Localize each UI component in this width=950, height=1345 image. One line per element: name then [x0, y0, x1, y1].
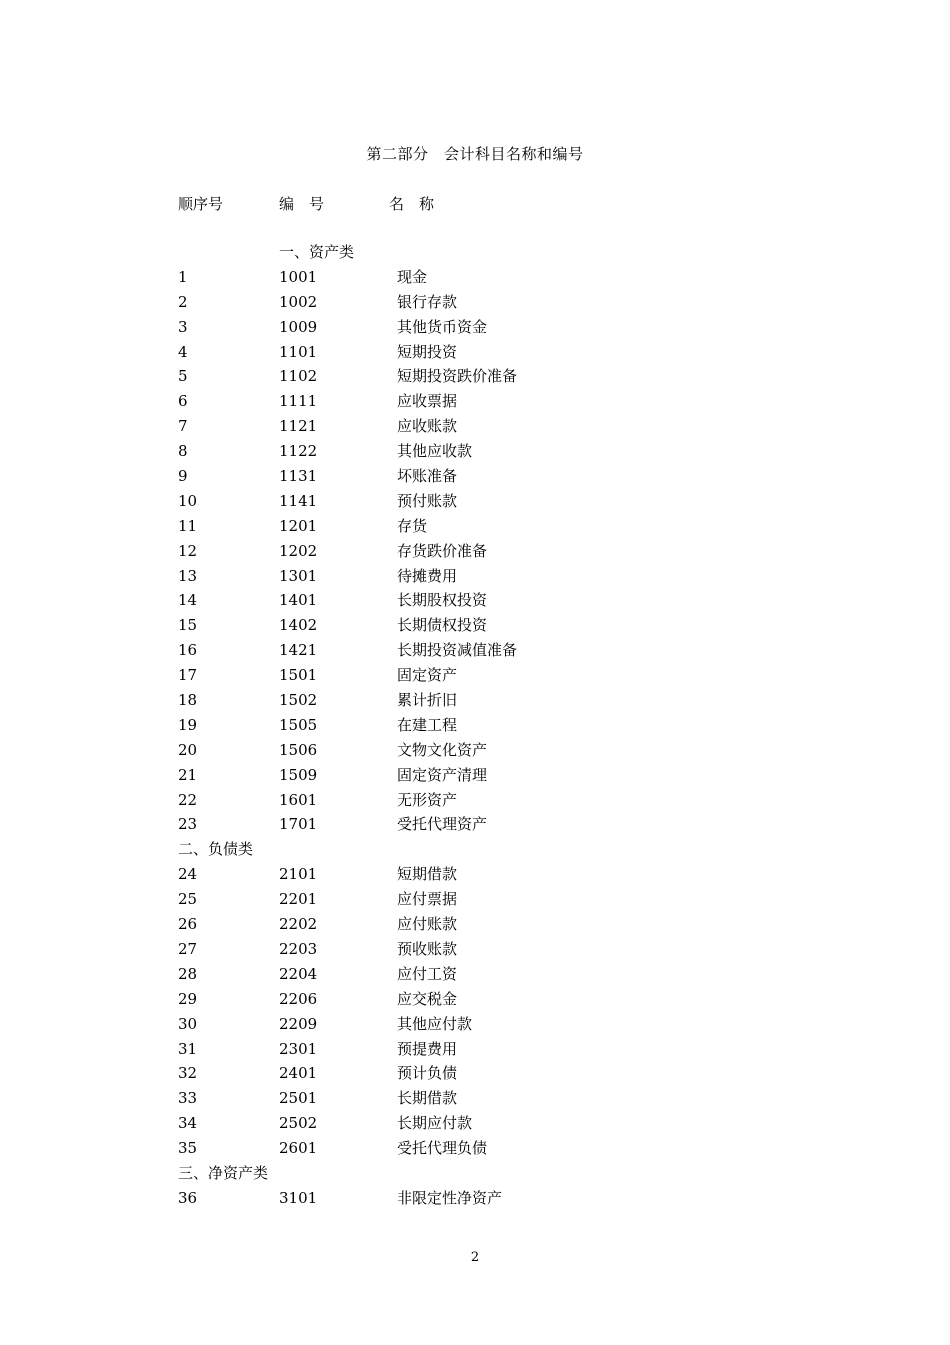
- table-row: [0, 1061, 950, 1086]
- row-code: 1131: [279, 467, 318, 486]
- row-name: 其他货币资金: [397, 317, 488, 336]
- row-name: 应付票据: [397, 890, 458, 909]
- table-row: [0, 439, 950, 464]
- row-code: 2203: [279, 939, 318, 958]
- row-code: 1009: [279, 317, 318, 336]
- table-row: [0, 1186, 950, 1211]
- row-name: 银行存款: [397, 292, 458, 311]
- row-seq: 12: [178, 541, 198, 560]
- row-name: 存货: [397, 516, 428, 535]
- row-code: 2501: [279, 1089, 318, 1108]
- row-seq: 29: [178, 989, 198, 1008]
- row-name: 在建工程: [397, 715, 458, 734]
- table-row: [0, 315, 950, 340]
- row-code: 1505: [279, 715, 318, 734]
- table-row: [0, 763, 950, 788]
- table-row: [0, 663, 950, 688]
- row-code: 1141: [279, 491, 318, 510]
- row-name: 现金: [397, 267, 428, 286]
- row-seq: 25: [178, 890, 198, 909]
- row-name: 累计折旧: [397, 691, 458, 710]
- row-code: 1301: [279, 566, 318, 585]
- column-header-seq: 顺序号: [178, 195, 224, 213]
- row-code: 2101: [279, 865, 318, 884]
- row-name: 应付账款: [397, 915, 458, 934]
- row-code: 2204: [279, 964, 318, 983]
- section-heading-row: [0, 1161, 950, 1186]
- row-seq: 32: [178, 1064, 198, 1083]
- table-row: [0, 514, 950, 539]
- table-row: [0, 638, 950, 663]
- row-code: 2301: [279, 1039, 318, 1058]
- row-code: 1201: [279, 516, 318, 535]
- row-name: 预收账款: [397, 939, 458, 958]
- row-name: 待摊费用: [397, 566, 458, 585]
- row-code: 2201: [279, 890, 318, 909]
- row-name: 应收票据: [397, 392, 458, 411]
- section-heading: 二、负债类: [178, 840, 254, 859]
- row-name: 短期借款: [397, 865, 458, 884]
- row-seq: 22: [178, 790, 198, 809]
- page-title: 第二部分 会计科目名称和编号: [366, 145, 584, 163]
- row-seq: 24: [178, 865, 198, 884]
- row-name: 应付工资: [397, 964, 458, 983]
- row-seq: 18: [178, 691, 198, 710]
- row-seq: 35: [178, 1139, 198, 1158]
- row-seq: 16: [178, 641, 198, 660]
- row-code: 1101: [279, 342, 318, 361]
- row-code: 1202: [279, 541, 318, 560]
- row-seq: 9: [178, 467, 188, 486]
- row-seq: 30: [178, 1014, 198, 1033]
- row-name: 长期股权投资: [397, 591, 488, 610]
- row-seq: 13: [178, 566, 198, 585]
- row-code: 2601: [279, 1139, 318, 1158]
- row-name: 应交税金: [397, 989, 458, 1008]
- row-code: 3101: [279, 1188, 318, 1207]
- row-code: 1401: [279, 591, 318, 610]
- table-row: [0, 414, 950, 439]
- row-seq: 4: [178, 342, 188, 361]
- row-code: 2401: [279, 1064, 318, 1083]
- table-row: [0, 937, 950, 962]
- row-name: 文物文化资产: [397, 740, 488, 759]
- row-name: 固定资产清理: [397, 765, 488, 784]
- row-code: 1506: [279, 740, 318, 759]
- table-row: [0, 1012, 950, 1037]
- row-seq: 6: [178, 392, 188, 411]
- table-row: [0, 987, 950, 1012]
- row-name: 短期投资跌价准备: [397, 367, 518, 386]
- row-seq: 8: [178, 442, 188, 461]
- row-seq: 21: [178, 765, 198, 784]
- table-row: [0, 389, 950, 414]
- table-row: [0, 1086, 950, 1111]
- row-seq: 20: [178, 740, 198, 759]
- row-name: 其他应付款: [397, 1014, 473, 1033]
- row-name: 预提费用: [397, 1039, 458, 1058]
- row-name: 无形资产: [397, 790, 458, 809]
- section-heading: 一、资产类: [279, 243, 355, 261]
- table-header: [0, 193, 950, 213]
- row-name: 长期投资减值准备: [397, 641, 518, 660]
- row-code: 1601: [279, 790, 318, 809]
- row-name: 预付账款: [397, 491, 458, 510]
- row-name: 长期应付款: [397, 1114, 473, 1133]
- row-seq: 17: [178, 666, 198, 685]
- row-name: 预计负债: [397, 1064, 458, 1083]
- row-code: 1002: [279, 292, 318, 311]
- row-code: 1421: [279, 641, 318, 660]
- table-row: [0, 340, 950, 365]
- table-row: [0, 364, 950, 389]
- table-row: [0, 962, 950, 987]
- table-row: [0, 464, 950, 489]
- row-name: 长期债权投资: [397, 616, 488, 635]
- row-seq: 33: [178, 1089, 198, 1108]
- table-row: [0, 812, 950, 837]
- section-heading-row: [0, 837, 950, 862]
- row-code: 1121: [279, 417, 318, 436]
- table-row: [0, 539, 950, 564]
- row-name: 非限定性净资产: [397, 1188, 503, 1207]
- row-seq: 14: [178, 591, 198, 610]
- account-list: [0, 240, 950, 1211]
- table-row: [0, 738, 950, 763]
- row-code: 1502: [279, 691, 318, 710]
- row-name: 短期投资: [397, 342, 458, 361]
- row-seq: 10: [178, 491, 198, 510]
- table-row: [0, 564, 950, 589]
- table-row: [0, 290, 950, 315]
- section-heading-row: [0, 240, 950, 265]
- row-code: 1102: [279, 367, 318, 386]
- row-name: 坏账准备: [397, 467, 458, 486]
- row-code: 1111: [279, 392, 318, 411]
- row-code: 2202: [279, 915, 318, 934]
- row-seq: 3: [178, 317, 188, 336]
- row-code: 1402: [279, 616, 318, 635]
- row-code: 1509: [279, 765, 318, 784]
- table-row: [0, 1037, 950, 1062]
- row-seq: 28: [178, 964, 198, 983]
- row-seq: 26: [178, 915, 198, 934]
- column-header-code: 编 号: [279, 195, 325, 213]
- row-name: 长期借款: [397, 1089, 458, 1108]
- row-name: 其他应收款: [397, 442, 473, 461]
- row-seq: 1: [178, 267, 188, 286]
- row-code: 2502: [279, 1114, 318, 1133]
- row-code: 1501: [279, 666, 318, 685]
- row-code: 2206: [279, 989, 318, 1008]
- row-seq: 5: [178, 367, 188, 386]
- table-row: [0, 887, 950, 912]
- table-row: [0, 1111, 950, 1136]
- table-row: [0, 788, 950, 813]
- row-code: 1001: [279, 267, 318, 286]
- row-seq: 19: [178, 715, 198, 734]
- row-seq: 7: [178, 417, 188, 436]
- row-seq: 31: [178, 1039, 198, 1058]
- table-row: [0, 613, 950, 638]
- row-name: 应收账款: [397, 417, 458, 436]
- row-code: 1122: [279, 442, 318, 461]
- page-number: 2: [470, 1250, 480, 1265]
- table-row: [0, 588, 950, 613]
- row-name: 固定资产: [397, 666, 458, 685]
- table-row: [0, 489, 950, 514]
- row-seq: 34: [178, 1114, 198, 1133]
- table-row: [0, 688, 950, 713]
- row-seq: 23: [178, 815, 198, 834]
- row-name: 受托代理负债: [397, 1139, 488, 1158]
- row-code: 1701: [279, 815, 318, 834]
- row-name: 存货跌价准备: [397, 541, 488, 560]
- table-row: [0, 912, 950, 937]
- table-row: [0, 713, 950, 738]
- row-seq: 11: [178, 516, 198, 535]
- row-seq: 27: [178, 939, 198, 958]
- row-seq: 15: [178, 616, 198, 635]
- table-row: [0, 862, 950, 887]
- column-header-name: 名 称: [389, 195, 435, 213]
- row-seq: 36: [178, 1188, 198, 1207]
- row-name: 受托代理资产: [397, 815, 488, 834]
- section-heading: 三、净资产类: [178, 1163, 269, 1182]
- row-seq: 2: [178, 292, 188, 311]
- table-row: [0, 1136, 950, 1161]
- table-row: [0, 265, 950, 290]
- row-code: 2209: [279, 1014, 318, 1033]
